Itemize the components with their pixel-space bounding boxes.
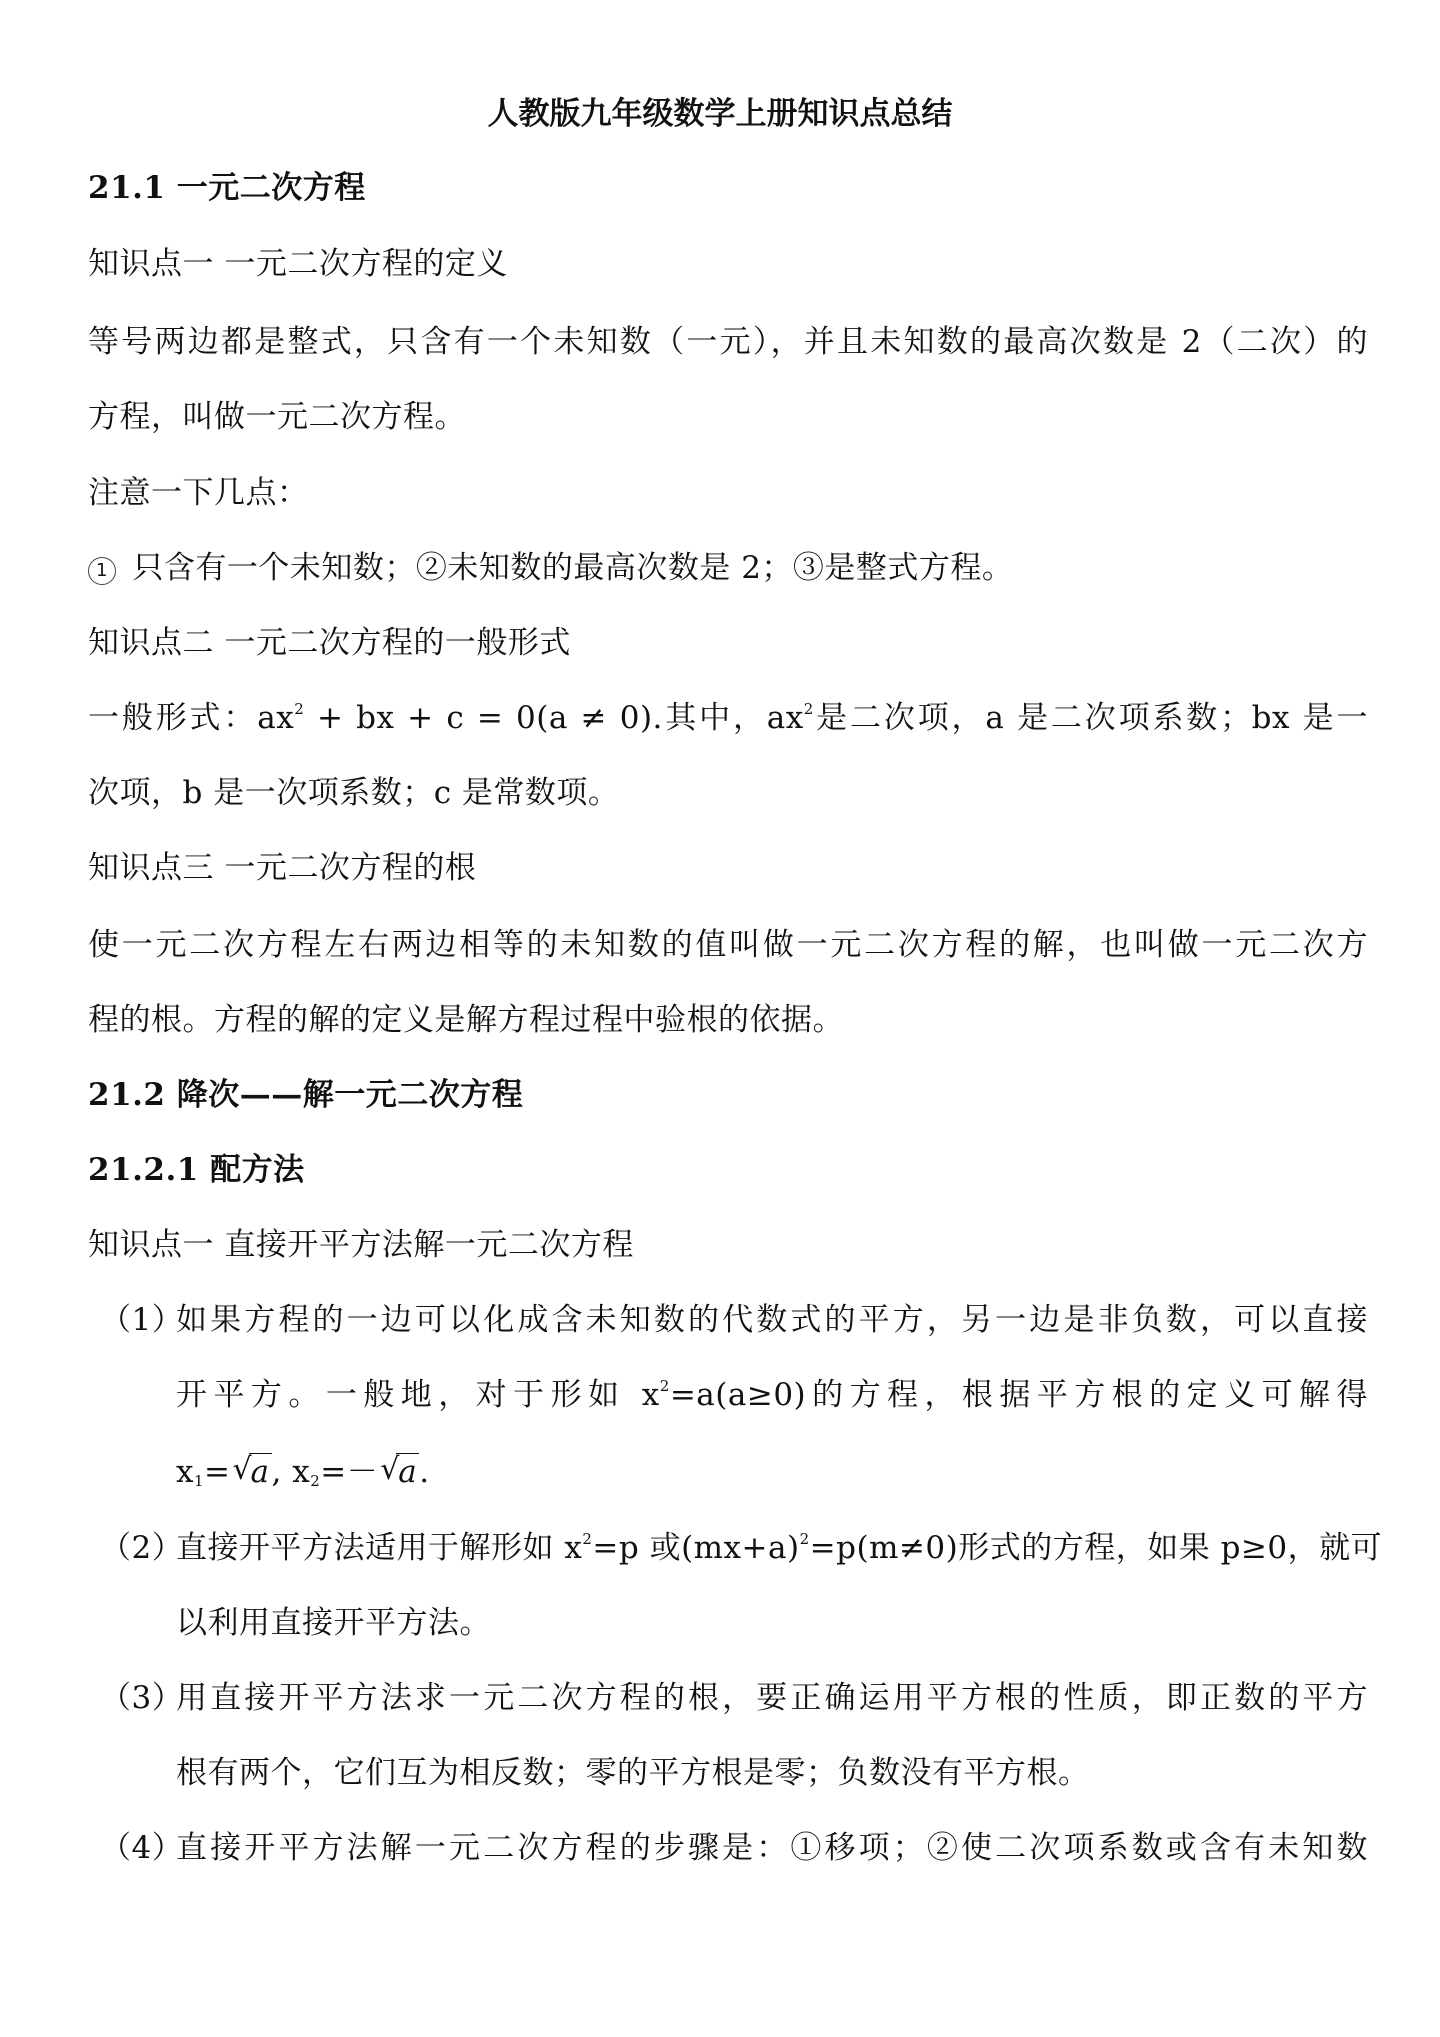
general-form-line-2: 次项，b 是一次项系数；c 是常数项。 bbox=[88, 775, 620, 811]
general-form-line-1 bbox=[88, 698, 1368, 738]
subscript: 2 bbox=[310, 1472, 321, 1490]
definition-paragraph-line-2: 方程，叫做一元二次方程。 bbox=[88, 399, 466, 435]
general-form-text-c: 是二次项，a 是二次项系数；bx 是一 bbox=[813, 700, 1369, 736]
item-2-number: （2） bbox=[100, 1530, 184, 1566]
item-3-number: （3） bbox=[100, 1680, 184, 1716]
item-4-line-1: 直接开平方法解一元二次方程的步骤是：①移项；②使二次项系数或含有未知数 bbox=[176, 1830, 1368, 1866]
item-3-line-1: 用直接开平方法求一元二次方程的根，要正确运用平方根的性质，即正数的平方 bbox=[176, 1680, 1368, 1716]
equals-sign: = bbox=[204, 1454, 231, 1490]
item-2-text-b: =p 或(mx+a) bbox=[592, 1530, 800, 1566]
general-form-text-b: + bx + c = 0(a ≠ 0).其中，ax bbox=[304, 700, 804, 736]
square-root bbox=[380, 1452, 419, 1492]
knowledge-point-2-title: 知识点二 一元二次方程的一般形式 bbox=[88, 625, 571, 661]
section-heading-21-2: 21.2 降次——解一元二次方程 bbox=[88, 1077, 524, 1113]
item-1-number: （1） bbox=[100, 1302, 184, 1338]
note-items-text: 只含有一个未知数；②未知数的最高次数是 2；③是整式方程。 bbox=[122, 550, 1014, 586]
note-heading: 注意一下几点： bbox=[88, 475, 309, 511]
variable-x: x bbox=[176, 1454, 194, 1490]
square-root bbox=[233, 1452, 272, 1492]
item-1-line-2-text-b: =a(a≥0)的方程，根据平方根的定义可解得 bbox=[669, 1377, 1368, 1413]
item-1-line-1: 如果方程的一边可以化成含未知数的代数式的平方，另一边是非负数，可以直接 bbox=[176, 1302, 1368, 1338]
knowledge-point-1-title: 知识点一 一元二次方程的定义 bbox=[88, 246, 508, 282]
exponent: 2 bbox=[294, 700, 305, 718]
equals-minus: =－ bbox=[320, 1454, 379, 1490]
item-1-line-2 bbox=[176, 1375, 1368, 1415]
note-items bbox=[88, 548, 1013, 588]
general-form-text-a: 一般形式：ax bbox=[88, 700, 295, 736]
exponent: 2 bbox=[803, 700, 814, 718]
subscript: 1 bbox=[193, 1472, 205, 1490]
radicand: a bbox=[250, 1454, 270, 1490]
document-title: 人教版九年级数学上册知识点总结 bbox=[487, 96, 953, 132]
knowledge-point-3-title: 知识点三 一元二次方程的根 bbox=[88, 850, 477, 886]
exponent: 2 bbox=[659, 1377, 670, 1395]
item-1-line-2-text-a: 开平方。一般地，对于形如 x bbox=[176, 1377, 660, 1413]
period: . bbox=[419, 1454, 430, 1490]
section-heading-21-1: 21.1 一元二次方程 bbox=[88, 170, 366, 206]
item-2-line-2: 以利用直接开平方法。 bbox=[176, 1605, 491, 1641]
item-4-number: （4） bbox=[100, 1830, 184, 1866]
item-3-line-2: 根有两个，它们互为相反数；零的平方根是零；负数没有平方根。 bbox=[176, 1755, 1090, 1791]
method-knowledge-point-1-title: 知识点一 直接开平方法解一元二次方程 bbox=[88, 1227, 634, 1263]
circled-number-1: 1 bbox=[88, 557, 116, 585]
exponent: 2 bbox=[582, 1530, 593, 1548]
exponent: 2 bbox=[799, 1530, 810, 1548]
radicand: a bbox=[398, 1454, 418, 1490]
definition-paragraph-line-1: 等号两边都是整式，只含有一个未知数（一元），并且未知数的最高次数是 2（二次）的 bbox=[88, 324, 1368, 360]
separator: , x bbox=[271, 1454, 311, 1490]
item-2-text-c: =p(m≠0)形式的方程，如果 p≥0，就可 bbox=[809, 1530, 1383, 1566]
root-paragraph-line-2: 程的根。方程的解的定义是解方程过程中验根的依据。 bbox=[88, 1002, 844, 1038]
item-1-line-3-solutions bbox=[176, 1452, 430, 1492]
item-2-line-1 bbox=[176, 1528, 1383, 1568]
item-2-text-a: 直接开平方法适用于解形如 x bbox=[176, 1530, 583, 1566]
subsection-heading-21-2-1: 21.2.1 配方法 bbox=[88, 1152, 305, 1188]
root-paragraph-line-1: 使一元二次方程左右两边相等的未知数的值叫做一元二次方程的解，也叫做一元二次方 bbox=[88, 927, 1368, 963]
